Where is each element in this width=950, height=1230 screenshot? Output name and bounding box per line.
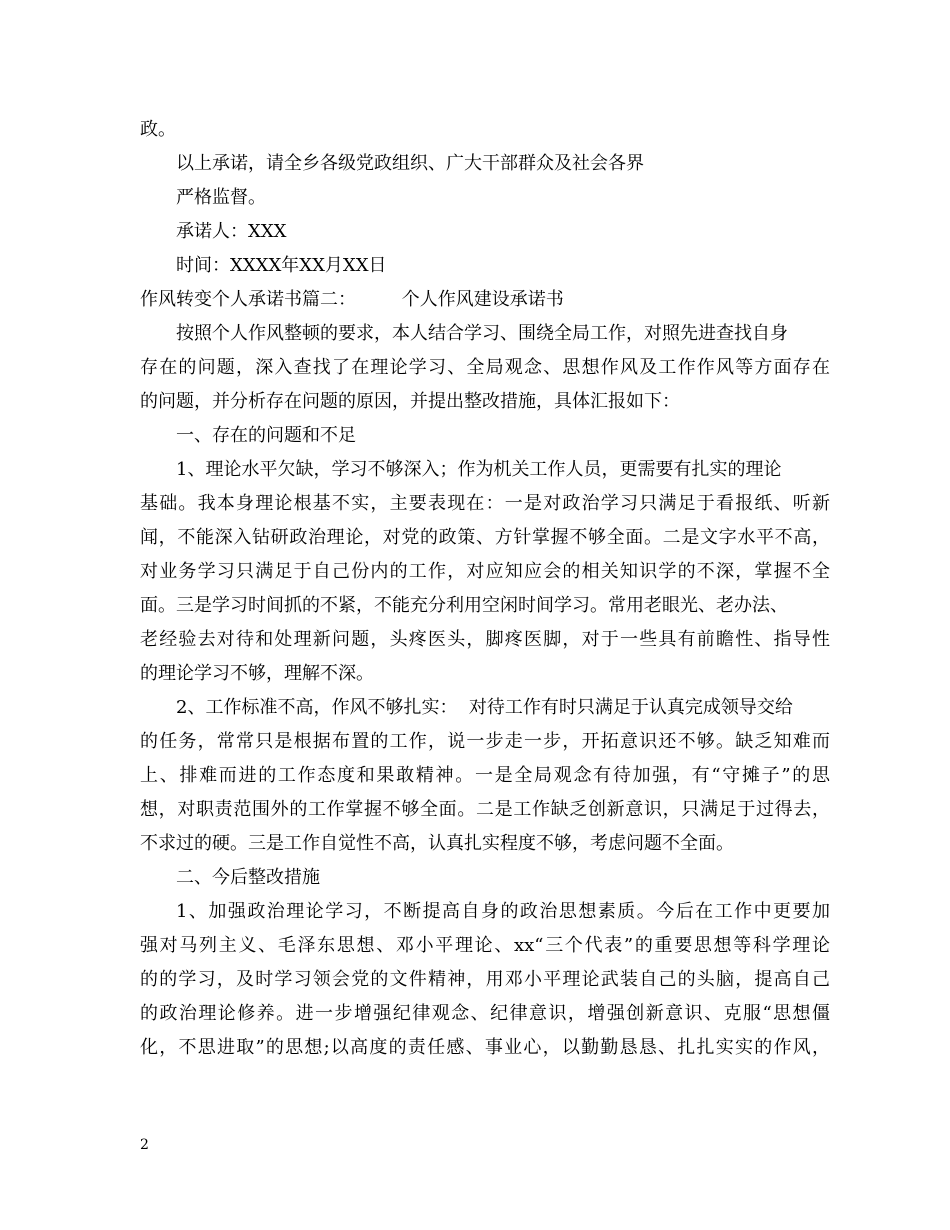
text-line: 存在的问题，深入查找了在理论学习、全局观念、思想作风及工作作风等方面存在: [140, 357, 830, 378]
text-line: 强对马列主义、毛泽东思想、邓小平理论、xx“三个代表”的重要思想等科学理论: [140, 935, 830, 956]
text-line: 2、工作标准不高，作风不够扎实： 对待工作有时只满足于认真完成领导交给: [176, 697, 793, 718]
text-line: 对业务学习只满足于自己份内的工作，对应知应会的相关知识学的不深，掌握不全: [140, 561, 830, 582]
text-line: 的问题，并分析存在问题的原因，并提出整改措施，具体汇报如下：: [140, 391, 680, 412]
text-line: 以上承诺，请全乡各级党政组织、广大干部群众及社会各界: [176, 153, 644, 174]
text-line: 的政治理论修养。进一步增强纪律观念、纪律意识，增强创新意识、克服“思想僵: [140, 1003, 830, 1024]
text-line: 严格监督。: [176, 187, 266, 208]
text-line: 不求过的硬。三是工作自觉性不高，认真扎实程度不够，考虑问题不全面。: [140, 833, 734, 854]
subheading: 一、存在的问题和不足: [176, 425, 356, 446]
text-line: 想，对职责范围外的工作掌握不够全面。二是工作缺乏创新意识，只满足于过得去，: [140, 799, 830, 820]
text-line: 政。: [140, 119, 176, 140]
text-line: 1、加强政治理论学习，不断提高自身的政治思想素质。今后在工作中更要加: [176, 901, 830, 922]
subheading: 二、今后整改措施: [176, 867, 320, 888]
text-line: 基础。我本身理论根基不实，主要表现在：一是对政治学习只满足于看报纸、听新: [140, 493, 830, 514]
text-line: 面。三是学习时间抓的不紧，不能充分利用空闲时间学习。常用老眼光、老办法、: [140, 595, 788, 616]
date-line: 时间：XXXX年XX月XX日: [176, 255, 387, 276]
text-line: 的的学习，及时学习领会党的文件精神，用邓小平理论武装自己的头脑，提高自己: [140, 969, 830, 990]
text-line: 老经验去对待和处理新问题，头疼医头，脚疼医脚，对于一些具有前瞻性、指导性: [140, 629, 830, 650]
text-line: 按照个人作风整顿的要求，本人结合学习、围绕全局工作，对照先进查找自身: [176, 323, 788, 344]
page-number: 2: [140, 1137, 149, 1153]
signatory-line: 承诺人：XXX: [176, 221, 287, 242]
text-line: 的任务，常常只是根据布置的工作，说一步走一步，开拓意识还不够。缺乏知难而: [140, 731, 830, 752]
text-line: 上、排难而进的工作态度和果敢精神。一是全局观念有待加强，有“守摊子”的思: [140, 765, 830, 786]
text-line: 化，不思进取”的思想;以高度的责任感、事业心，以勤勤恳恳、扎扎实实的作风，: [140, 1037, 830, 1058]
section-heading: 作风转变个人承诺书篇二： 个人作风建设承诺书: [140, 289, 564, 310]
text-line: 1、理论水平欠缺，学习不够深入；作为机关工作人员，更需要有扎实的理论: [176, 459, 782, 480]
text-line: 的理论学习不够，理解不深。: [140, 663, 374, 684]
text-line: 闻，不能深入钻研政治理论，对党的政策、方针掌握不够全面。二是文字水平不高，: [140, 527, 830, 548]
